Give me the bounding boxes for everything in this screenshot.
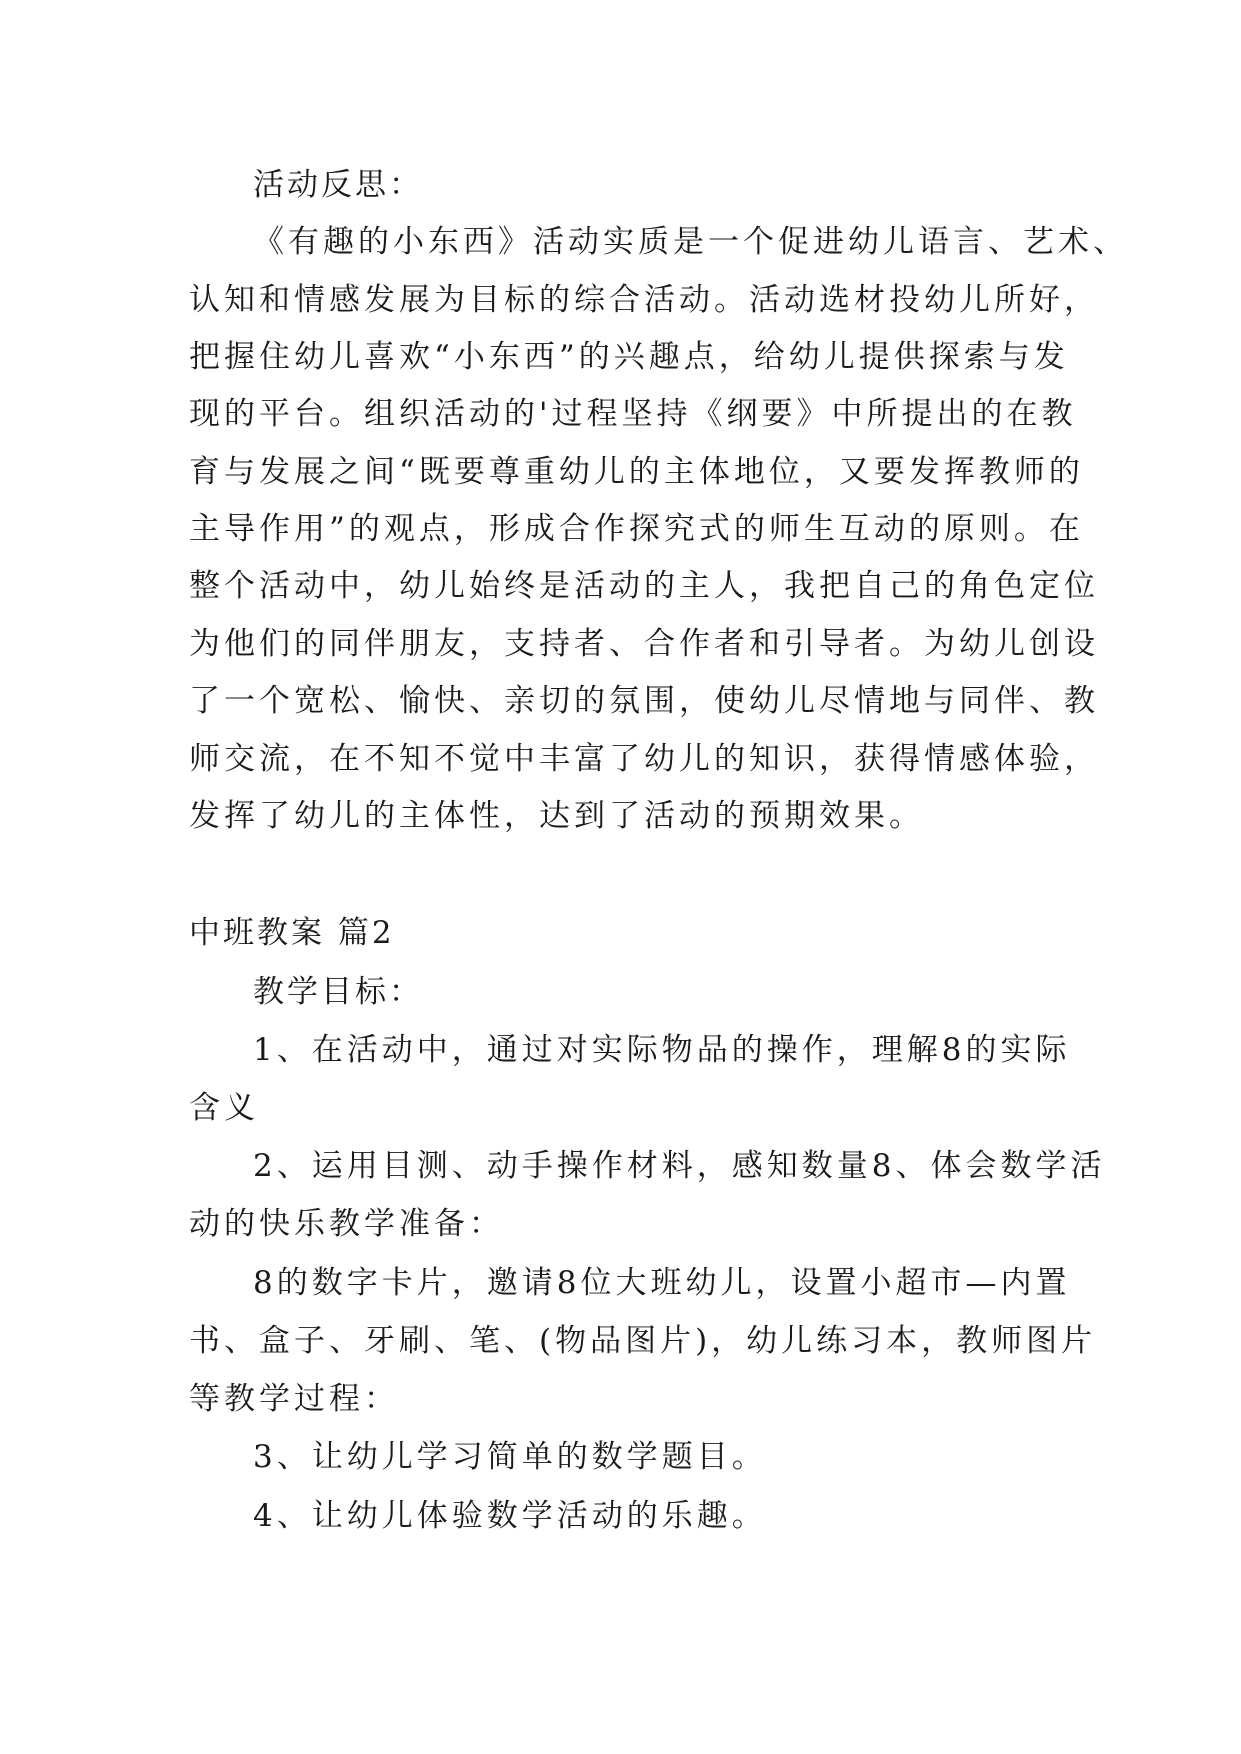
preparation-line-1: 8的数字卡片，邀请8位大班幼儿，设置小超市—内置 [253, 1265, 1071, 1301]
reflection-line-10: 师交流，在不知不觉中丰富了幼儿的知识，获得情感体验， [189, 741, 1099, 777]
reflection-line-1: 《有趣的小东西》活动实质是一个促进幼儿语言、艺术、 [253, 224, 1128, 260]
objective-line-3: 2、运用目测、动手操作材料，感知数量8、体会数学活 [253, 1148, 1106, 1184]
process-line-2: 4、让幼儿体验数学活动的乐趣。 [253, 1498, 767, 1534]
reflection-line-4: 现的平台。组织活动的'过程坚持《纲要》中所提出的在教 [189, 396, 1077, 432]
objective-line-4: 动的快乐教学准备： [189, 1206, 504, 1242]
reflection-line-3: 把握住幼儿喜欢“小东西”的兴趣点，给幼儿提供探索与发 [189, 339, 1069, 375]
section-title: 中班教案 篇2 [189, 915, 395, 951]
reflection-line-9: 了一个宽松、愉快、亲切的氛围，使幼儿尽情地与同伴、教 [189, 683, 1099, 719]
preparation-line-3: 等教学过程： [189, 1381, 399, 1417]
objective-line-2: 含义 [189, 1090, 259, 1126]
preparation-line-2: 书、盒子、牙刷、笔、(物品图片)，幼儿练习本，教师图片 [189, 1323, 1097, 1359]
process-line-1: 3、让幼儿学习简单的数学题目。 [253, 1439, 767, 1475]
reflection-line-11: 发挥了幼儿的主体性，达到了活动的预期效果。 [189, 798, 924, 834]
reflection-line-5: 育与发展之间“既要尊重幼儿的主体地位，又要发挥教师的 [189, 454, 1084, 490]
reflection-line-8: 为他们的同伴朋友，支持者、合作者和引导者。为幼儿创设 [189, 626, 1099, 662]
objectives-heading: 教学目标： [253, 974, 423, 1010]
reflection-line-6: 主导作用”的观点，形成合作探究式的师生互动的原则。在 [189, 511, 1084, 547]
reflection-line-2: 认知和情感发展为目标的综合活动。活动选材投幼儿所好， [189, 282, 1099, 318]
reflection-line-7: 整个活动中，幼儿始终是活动的主人，我把自己的角色定位 [189, 568, 1099, 604]
objective-line-1: 1、在活动中，通过对实际物品的操作，理解8的实际 [253, 1032, 1071, 1068]
reflection-heading: 活动反思： [253, 167, 423, 203]
